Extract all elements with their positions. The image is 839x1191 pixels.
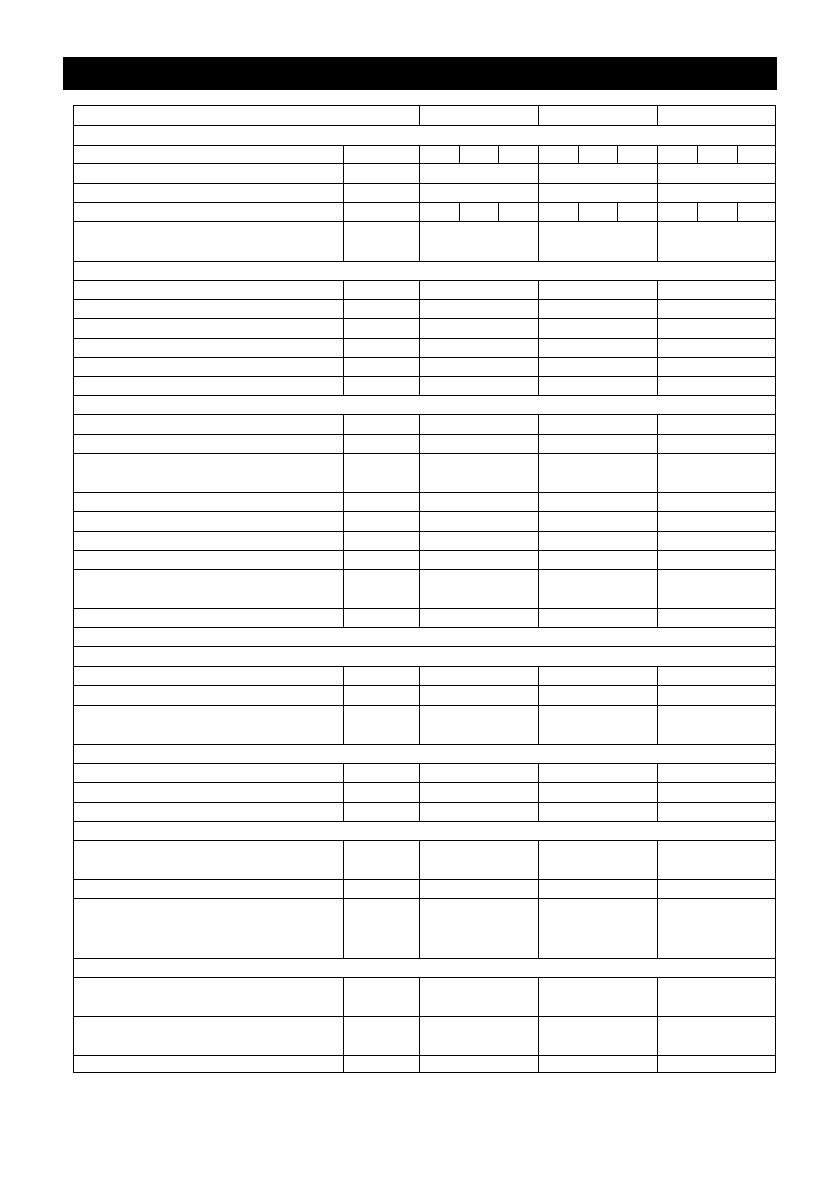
grid-vline (538, 183, 539, 202)
grid-hline (73, 299, 776, 300)
grid-hline (73, 511, 776, 512)
grid-vline (419, 705, 420, 744)
grid-vline (343, 221, 344, 261)
grid-vline (343, 608, 344, 627)
grid-vline (538, 608, 539, 627)
grid-vline (419, 840, 420, 879)
grid-vline (538, 202, 539, 221)
grid-vline (617, 202, 618, 221)
grid-vline (343, 550, 344, 569)
grid-vline (538, 357, 539, 376)
grid-vline (343, 376, 344, 395)
grid-vline (419, 511, 420, 531)
grid-hline (73, 569, 776, 570)
grid-vline (538, 492, 539, 511)
grid-vline (538, 977, 539, 1016)
grid-vline (343, 802, 344, 821)
grid-vline (538, 145, 539, 163)
grid-vline (343, 705, 344, 744)
grid-vline (343, 782, 344, 802)
grid-vline (737, 145, 738, 163)
grid-vline (419, 105, 420, 125)
grid-vline (343, 1016, 344, 1055)
grid-vline (419, 280, 420, 299)
grid-vline (657, 163, 658, 183)
grid-vline (343, 434, 344, 453)
grid-vline (657, 376, 658, 395)
grid-vline (419, 357, 420, 376)
grid-vline (343, 511, 344, 531)
grid-vline (538, 569, 539, 608)
grid-vline (657, 666, 658, 685)
grid-hline (73, 376, 776, 377)
grid-hline (73, 685, 776, 686)
grid-vline (419, 183, 420, 202)
grid-vline (343, 357, 344, 376)
grid-hline (73, 608, 776, 609)
grid-vline (538, 299, 539, 318)
grid-hline (73, 261, 776, 262)
grid-vline (657, 802, 658, 821)
grid-vline (419, 492, 420, 511)
grid-hline (73, 821, 776, 822)
grid-vline (419, 163, 420, 183)
grid-hline (73, 145, 776, 146)
grid-hline (73, 958, 776, 959)
grid-vline (343, 898, 344, 958)
grid-vline (419, 782, 420, 802)
grid-vline (538, 511, 539, 531)
grid-vline (343, 1055, 344, 1073)
grid-vline (459, 145, 460, 163)
grid-vline (538, 666, 539, 685)
grid-vline (538, 879, 539, 898)
grid-vline (343, 840, 344, 879)
grid-hline (73, 802, 776, 803)
grid-hline (73, 666, 776, 667)
grid-vline (498, 202, 499, 221)
grid-vline (657, 782, 658, 802)
grid-vline (343, 492, 344, 511)
grid-hline (73, 1016, 776, 1017)
grid-vline (419, 453, 420, 492)
grid-hline (73, 705, 776, 706)
grid-vline (343, 531, 344, 550)
grid-vline (538, 782, 539, 802)
grid-vline (538, 1016, 539, 1055)
grid-vline (419, 608, 420, 627)
grid-vline (419, 414, 420, 434)
grid-hline (73, 977, 776, 978)
grid-vline (657, 280, 658, 299)
grid-vline (419, 666, 420, 685)
grid-vline (657, 221, 658, 261)
grid-vline (657, 1016, 658, 1055)
grid-vline (419, 299, 420, 318)
grid-vline (419, 685, 420, 705)
grid-vline (538, 414, 539, 434)
grid-vline (419, 879, 420, 898)
grid-vline (419, 531, 420, 550)
grid-hline (73, 531, 776, 532)
grid-vline (657, 414, 658, 434)
grid-hline (73, 163, 776, 164)
grid-vline (343, 318, 344, 338)
grid-vline (578, 202, 579, 221)
grid-hline (73, 898, 776, 899)
grid-vline (419, 802, 420, 821)
grid-vline (419, 763, 420, 782)
grid-vline (657, 977, 658, 1016)
grid-vline (343, 685, 344, 705)
grid-vline (657, 183, 658, 202)
grid-vline (538, 280, 539, 299)
grid-hline (73, 202, 776, 203)
grid-vline (419, 1016, 420, 1055)
grid-vline (538, 163, 539, 183)
grid-hline (73, 434, 776, 435)
grid-vline (657, 145, 658, 163)
grid-vline (419, 145, 420, 163)
grid-vline (538, 802, 539, 821)
grid-vline (657, 511, 658, 531)
grid-vline (578, 145, 579, 163)
grid-vline (343, 666, 344, 685)
grid-hline (73, 357, 776, 358)
grid-hline (73, 840, 776, 841)
grid-vline (343, 569, 344, 608)
grid-vline (343, 163, 344, 183)
grid-hline (73, 782, 776, 783)
grid-vline (538, 453, 539, 492)
grid-vline (343, 977, 344, 1016)
grid-vline (657, 898, 658, 958)
grid-vline (343, 202, 344, 221)
grid-vline (343, 280, 344, 299)
grid-vline (697, 145, 698, 163)
header-bar (63, 57, 777, 90)
grid-hline (73, 318, 776, 319)
grid-vline (538, 705, 539, 744)
grid-vline (657, 357, 658, 376)
grid-vline (657, 202, 658, 221)
grid-vline (538, 550, 539, 569)
grid-vline (657, 105, 658, 125)
grid-vline (657, 338, 658, 357)
grid-vline (538, 763, 539, 782)
grid-vline (538, 318, 539, 338)
grid-vline (657, 685, 658, 705)
grid-vline (657, 550, 658, 569)
grid-vline (657, 569, 658, 608)
grid-vline (459, 202, 460, 221)
grid-hline (73, 125, 776, 126)
grid-vline (419, 202, 420, 221)
grid-vline (538, 105, 539, 125)
grid-vline (657, 318, 658, 338)
grid-vline (419, 221, 420, 261)
grid-vline (343, 453, 344, 492)
grid-vline (538, 840, 539, 879)
grid-hline (73, 221, 776, 222)
grid-hline (73, 627, 776, 628)
grid-vline (617, 145, 618, 163)
grid-hline (73, 183, 776, 184)
grid-vline (538, 376, 539, 395)
grid-vline (538, 434, 539, 453)
grid-hline (73, 879, 776, 880)
grid-hline (73, 492, 776, 493)
grid-vline (538, 221, 539, 261)
grid-vline (538, 338, 539, 357)
grid-hline (73, 646, 776, 647)
grid-vline (657, 840, 658, 879)
grid-vline (657, 705, 658, 744)
grid-vline (737, 202, 738, 221)
grid-vline (343, 145, 344, 163)
grid-vline (697, 202, 698, 221)
grid-vline (657, 492, 658, 511)
grid-vline (343, 879, 344, 898)
grid-vline (419, 1055, 420, 1073)
grid-vline (419, 338, 420, 357)
grid-vline (419, 550, 420, 569)
grid-hline (73, 453, 776, 454)
grid-hline (73, 280, 776, 281)
grid-vline (419, 898, 420, 958)
grid-vline (419, 318, 420, 338)
grid-vline (657, 531, 658, 550)
grid-hline (73, 763, 776, 764)
grid-hline (73, 414, 776, 415)
grid-hline (73, 338, 776, 339)
grid-vline (657, 608, 658, 627)
grid-hline (73, 395, 776, 396)
grid-vline (538, 898, 539, 958)
spec-table (73, 105, 776, 1073)
grid-vline (343, 763, 344, 782)
grid-vline (419, 977, 420, 1016)
grid-vline (343, 414, 344, 434)
grid-vline (657, 434, 658, 453)
grid-vline (419, 376, 420, 395)
grid-vline (538, 531, 539, 550)
grid-hline (73, 550, 776, 551)
grid-vline (419, 434, 420, 453)
grid-vline (343, 299, 344, 318)
grid-vline (343, 338, 344, 357)
grid-vline (657, 1055, 658, 1073)
grid-vline (498, 145, 499, 163)
grid-vline (657, 763, 658, 782)
grid-vline (538, 1055, 539, 1073)
grid-hline (73, 1055, 776, 1056)
grid-vline (657, 453, 658, 492)
grid-vline (657, 299, 658, 318)
grid-vline (538, 685, 539, 705)
grid-vline (657, 879, 658, 898)
grid-vline (343, 183, 344, 202)
grid-hline (73, 744, 776, 745)
grid-vline (419, 569, 420, 608)
